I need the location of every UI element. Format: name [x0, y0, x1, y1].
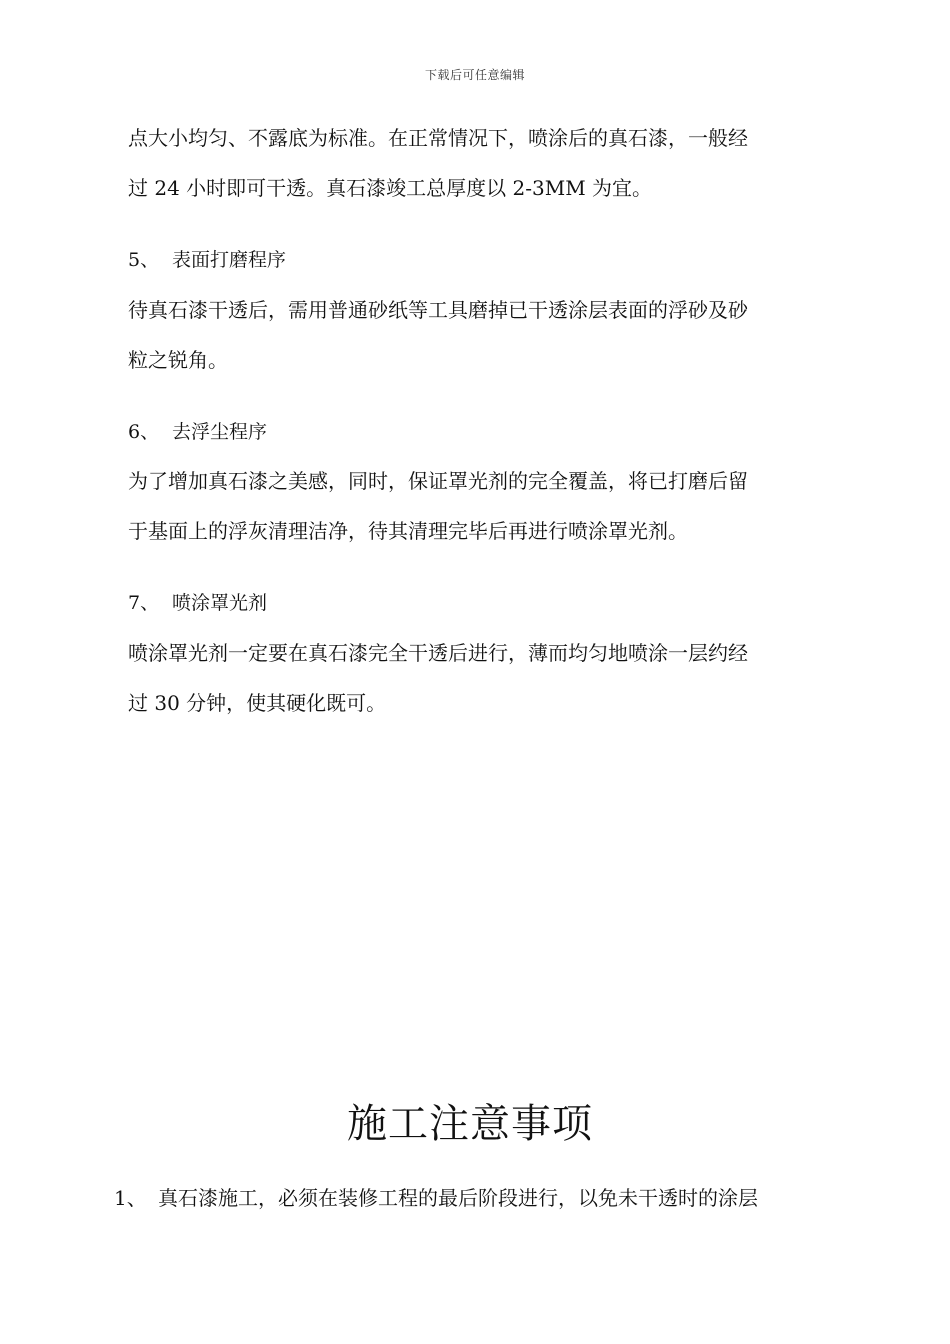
list-text: 真石漆施工，必须在装修工程的最后阶段进行，以免未干透时的涂层: [158, 1186, 758, 1210]
page-header: 下载后可任意编辑: [424, 68, 525, 82]
section-number: 5、: [128, 249, 160, 271]
paragraph-line: 待真石漆干透后，需用普通砂纸等工具磨掉已干透涂层表面的浮砂及砂: [128, 298, 748, 322]
section-title: 喷涂罩光剂: [172, 592, 268, 614]
section-number: 7、: [128, 592, 160, 614]
list-number: 1、: [114, 1186, 147, 1210]
paragraph-line: 点大小均匀、不露底为标准。在正常情况下，喷涂后的真石漆，一般经: [128, 126, 748, 150]
paragraph-line: 喷涂罩光剂一定要在真石漆完全干透后进行，薄而均匀地喷涂一层约经: [128, 641, 748, 665]
paragraph-line: 于基面上的浮灰清理洁净，待其清理完毕后再进行喷涂罩光剂。: [128, 519, 688, 543]
notes-item-1: [114, 1184, 758, 1212]
section-heading-5: [128, 246, 286, 274]
paragraph-line: 过 24 小时即可干透。真石漆竣工总厚度以 2-3MM 为宜。: [128, 176, 653, 200]
section-number: 6、: [128, 421, 160, 443]
section-heading-6: [128, 418, 267, 446]
notes-title: 施工注意事项: [347, 1101, 593, 1147]
paragraph-line: 粒之锐角。: [128, 348, 228, 372]
paragraph-line: 为了增加真石漆之美感，同时，保证罩光剂的完全覆盖，将已打磨后留: [128, 469, 748, 493]
section-heading-7: [128, 589, 267, 617]
section-title: 表面打磨程序: [172, 249, 287, 271]
paragraph-line: 过 30 分钟，使其硬化既可。: [128, 691, 387, 715]
section-title: 去浮尘程序: [172, 421, 268, 443]
